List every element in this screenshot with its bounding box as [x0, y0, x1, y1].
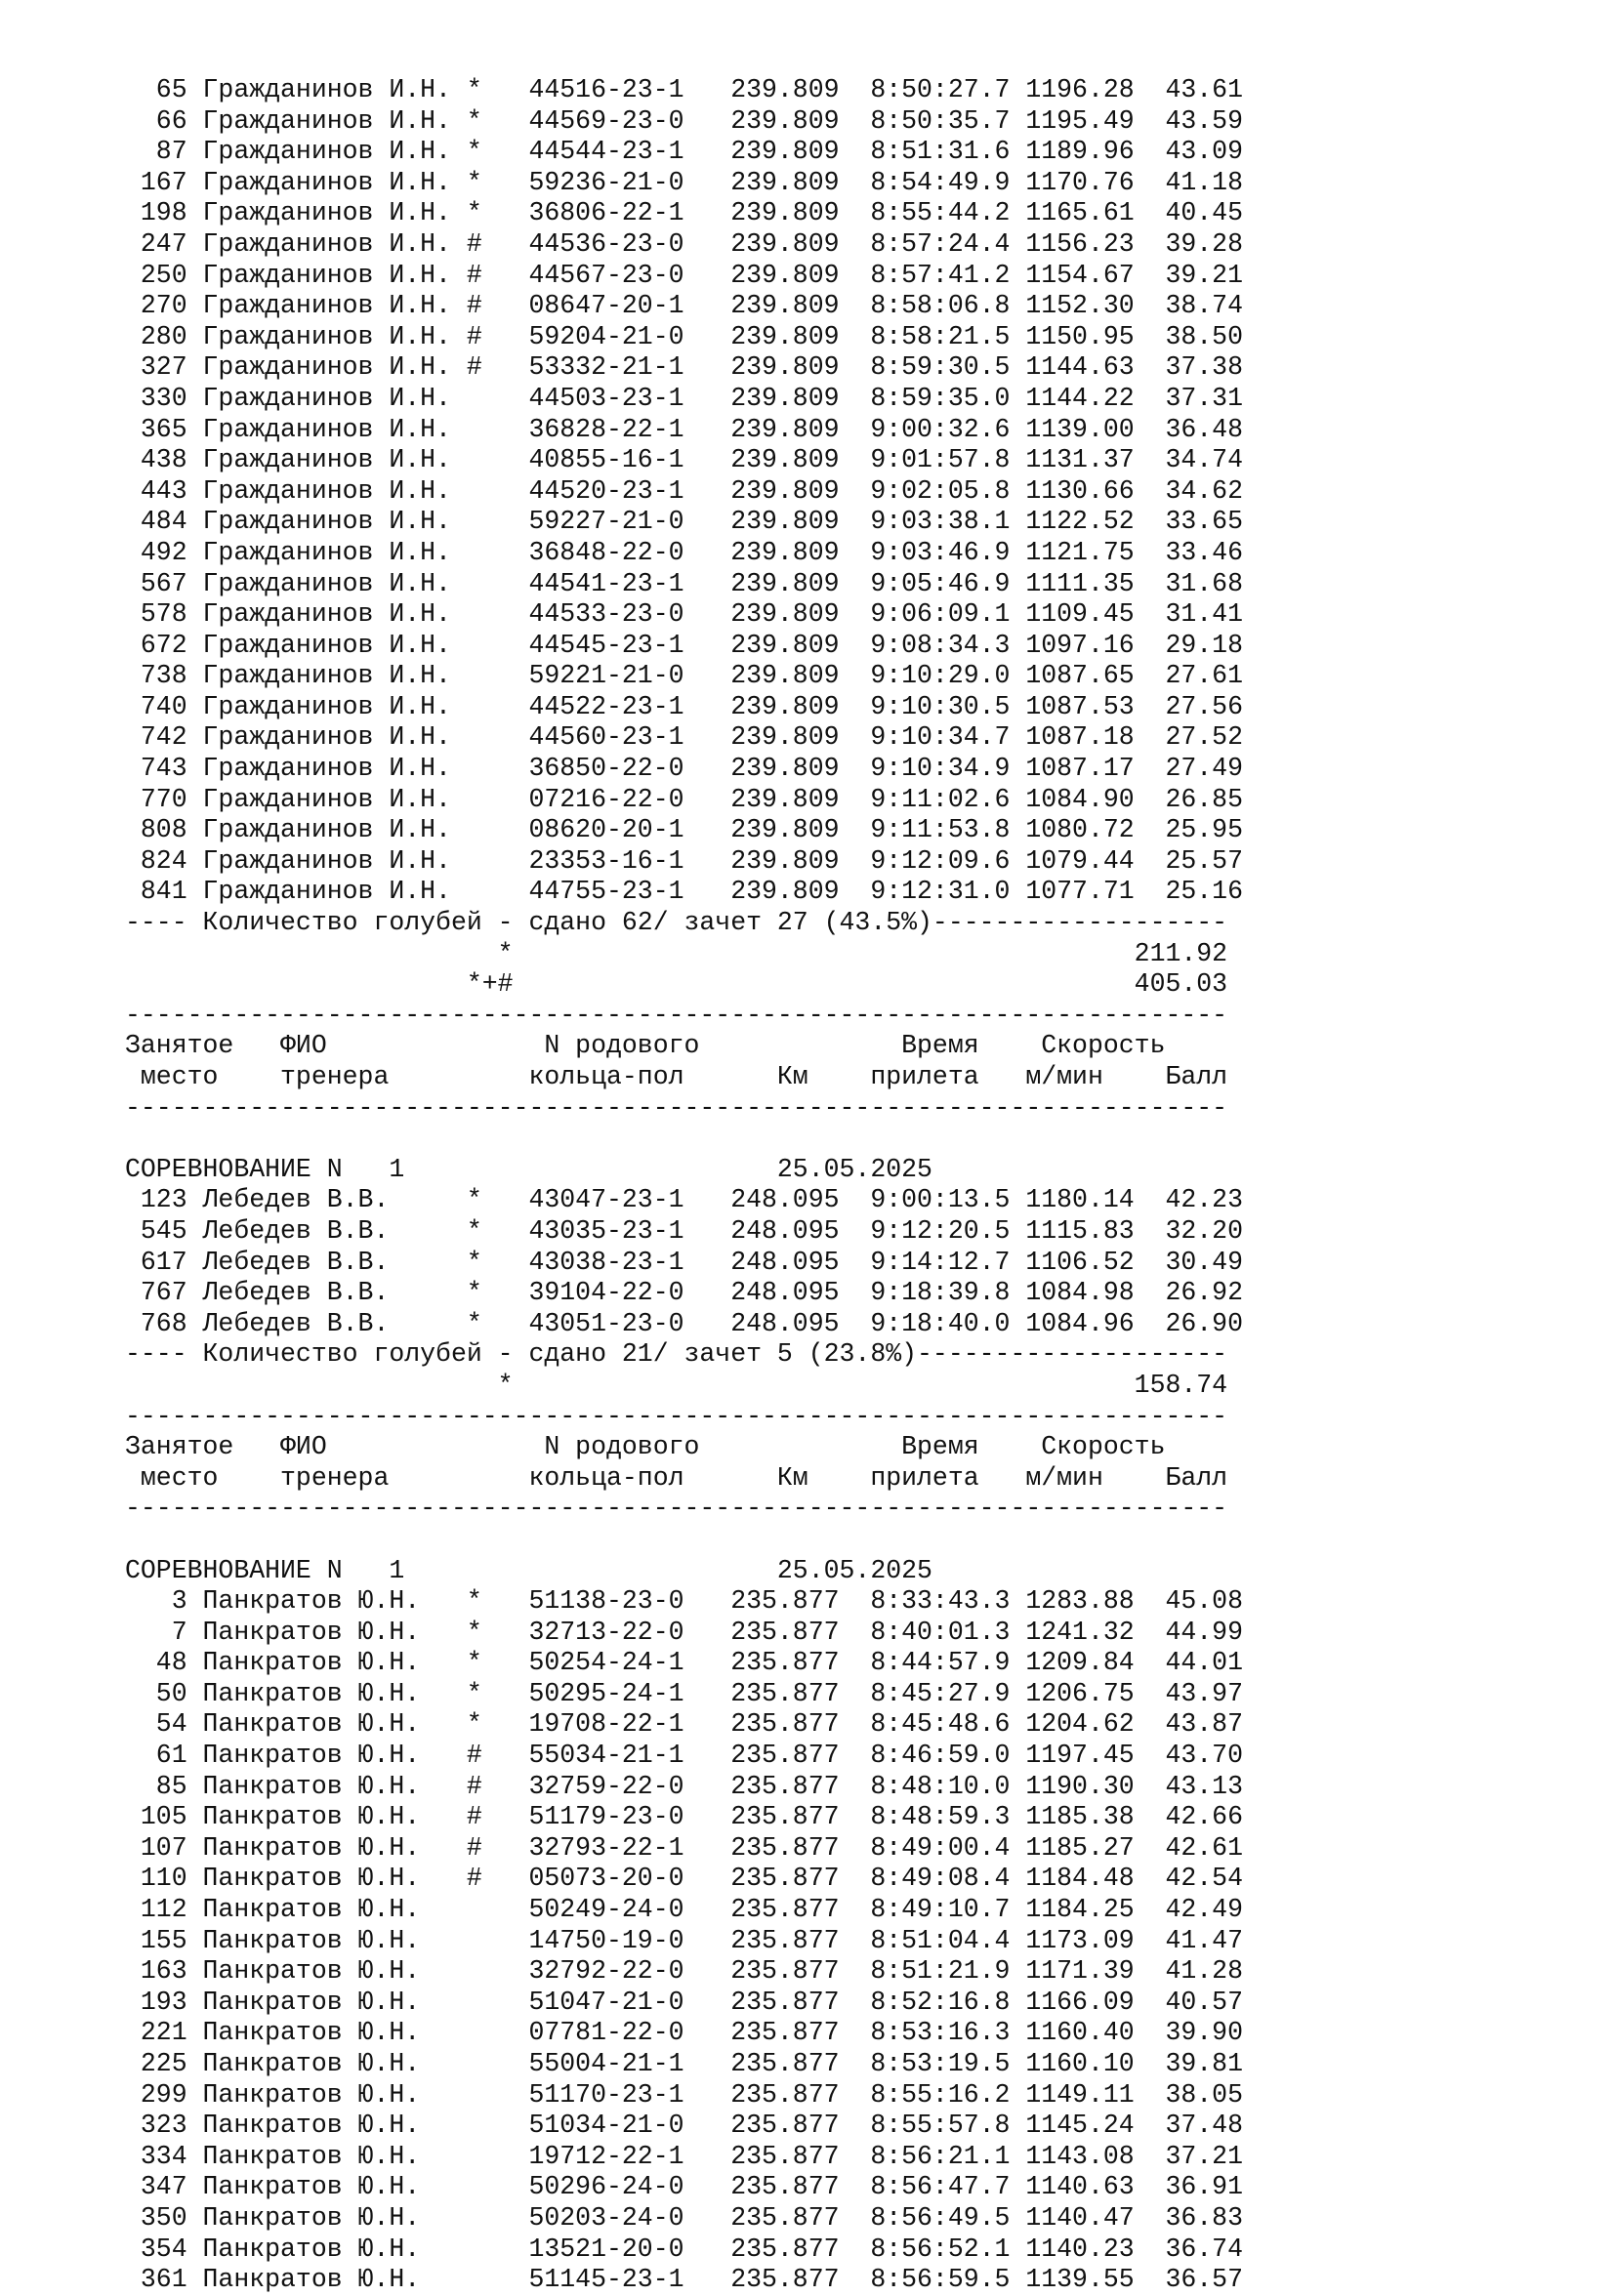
- table-row: 484 Гражданинов И.Н. 59227-21-0 239.809 9:03:38.1 1122.52 33.65: [125, 507, 1243, 537]
- table-row: 438 Гражданинов И.Н. 40855-16-1 239.809 9:01:57.8 1131.37 34.74: [125, 445, 1243, 475]
- table-row: 110 Панкратов Ю.Н. # 05073-20-0 235.877 8:49:08.4 1184.48 42.54: [125, 1864, 1243, 1894]
- table-row: 742 Гражданинов И.Н. 44560-23-1 239.809 9:10:34.7 1087.18 27.52: [125, 722, 1243, 753]
- table-row: 193 Панкратов Ю.Н. 51047-21-0 235.877 8:52:16.8 1166.09 40.57: [125, 1987, 1243, 2017]
- table-row: 105 Панкратов Ю.Н. # 51179-23-0 235.877 8:48:59.3 1185.38 42.66: [125, 1802, 1243, 1832]
- results-document: [125, 75, 1243, 2296]
- column-header-line-2: место тренера кольца-пол Км прилета м/мин Балл: [125, 1062, 1228, 1091]
- table-row: 87 Гражданинов И.Н. * 44544-23-1 239.809 8:51:31.6 1189.96 43.09: [125, 137, 1243, 167]
- table-row: 743 Гражданинов И.Н. 36850-22-0 239.809 9:10:34.9 1087.17 27.49: [125, 754, 1243, 784]
- table-row: 50 Панкратов Ю.Н. * 50295-24-1 235.877 8:45:27.9 1206.75 43.97: [125, 1678, 1243, 1708]
- table-row: 61 Панкратов Ю.Н. # 55034-21-1 235.877 8:46:59.0 1197.45 43.70: [125, 1741, 1243, 1771]
- competition-heading: СОРЕВНОВАНИЕ N 1 25.05.2025: [125, 1555, 932, 1585]
- table-row: 672 Гражданинов И.Н. 44545-23-1 239.809 9:08:34.3 1097.16 29.18: [125, 630, 1243, 660]
- table-row: 578 Гражданинов И.Н. 44533-23-0 239.809 9:06:09.1 1109.45 31.41: [125, 599, 1243, 630]
- table-row: 350 Панкратов Ю.Н. 50203-24-0 235.877 8:56:49.5 1140.47 36.83: [125, 2202, 1243, 2233]
- table-row: 354 Панкратов Ю.Н. 13521-20-0 235.877 8:56:52.1 1140.23 36.74: [125, 2234, 1243, 2264]
- table-row: 270 Гражданинов И.Н. # 08647-20-1 239.809 8:58:06.8 1152.30 38.74: [125, 291, 1243, 321]
- table-row: 7 Панкратов Ю.Н. * 32713-22-0 235.877 8:40:01.3 1241.32 44.99: [125, 1617, 1243, 1647]
- column-header-line-1: Занятое ФИО N родового Время Скорость: [125, 1031, 1166, 1061]
- table-row: 198 Гражданинов И.Н. * 36806-22-1 239.809 8:55:44.2 1165.61 40.45: [125, 198, 1243, 228]
- table-row: 334 Панкратов Ю.Н. 19712-22-1 235.877 8:56:21.1 1143.08 37.21: [125, 2141, 1243, 2171]
- table-row: 225 Панкратов Ю.Н. 55004-21-1 235.877 8:53:19.5 1160.10 39.81: [125, 2049, 1243, 2078]
- table-row: 767 Лебедев В.В. * 39104-22-0 248.095 9:18:39.8 1084.98 26.92: [125, 1278, 1243, 1308]
- table-row: 123 Лебедев В.В. * 43047-23-1 248.095 9:00:13.5 1180.14 42.23: [125, 1185, 1243, 1215]
- competition-heading: СОРЕВНОВАНИЕ N 1 25.05.2025: [125, 1154, 932, 1184]
- summary-line: ---- Количество голубей - сдано 21/ зачет 5 (23.8%)--------------------: [125, 1339, 1228, 1370]
- table-row: 617 Лебедев В.В. * 43038-23-1 248.095 9:14:12.7 1106.52 30.49: [125, 1247, 1243, 1277]
- table-row: 443 Гражданинов И.Н. 44520-23-1 239.809 9:02:05.8 1130.66 34.62: [125, 475, 1243, 506]
- divider-line: -----------------------------------------------------------------------: [125, 1000, 1228, 1030]
- column-header-line-1: Занятое ФИО N родового Время Скорость: [125, 1432, 1166, 1462]
- table-row: 738 Гражданинов И.Н. 59221-21-0 239.809 9:10:29.0 1087.65 27.61: [125, 661, 1243, 691]
- table-row: 247 Гражданинов И.Н. # 44536-23-0 239.809 8:57:24.4 1156.23 39.28: [125, 228, 1243, 259]
- spacer-line: [125, 1525, 1243, 1556]
- table-row: 155 Панкратов Ю.Н. 14750-19-0 235.877 8:51:04.4 1173.09 41.47: [125, 1925, 1243, 1955]
- table-row: 330 Гражданинов И.Н. 44503-23-1 239.809 8:59:35.0 1144.22 37.31: [125, 383, 1243, 413]
- column-header-line-2: место тренера кольца-пол Км прилета м/мин Балл: [125, 1462, 1228, 1493]
- table-row: 65 Гражданинов И.Н. * 44516-23-1 239.809 8:50:27.7 1196.28 43.61: [125, 75, 1243, 104]
- table-row: 492 Гражданинов И.Н. 36848-22-0 239.809 9:03:46.9 1121.75 33.46: [125, 537, 1243, 567]
- table-row: 323 Панкратов Ю.Н. 51034-21-0 235.877 8:55:57.8 1145.24 37.48: [125, 2111, 1243, 2141]
- spacer-line: [125, 1124, 1243, 1155]
- table-row: 824 Гражданинов И.Н. 23353-16-1 239.809 9:12:09.6 1079.44 25.57: [125, 845, 1243, 876]
- divider-line: -----------------------------------------------------------------------: [125, 1494, 1228, 1524]
- table-row: 567 Гражданинов И.Н. 44541-23-1 239.809 9:05:46.9 1111.35 31.68: [125, 568, 1243, 598]
- summary-line: ---- Количество голубей - сдано 62/ зачет 27 (43.5%)-------------------: [125, 908, 1228, 938]
- total-score-line: * 211.92: [125, 938, 1228, 968]
- table-row: 107 Панкратов Ю.Н. # 32793-22-1 235.877 8:49:00.4 1185.27 42.61: [125, 1832, 1243, 1863]
- table-row: 66 Гражданинов И.Н. * 44569-23-0 239.809 8:50:35.7 1195.49 43.59: [125, 105, 1243, 136]
- table-row: 3 Панкратов Ю.Н. * 51138-23-0 235.877 8:33:43.3 1283.88 45.08: [125, 1586, 1243, 1617]
- table-row: 163 Панкратов Ю.Н. 32792-22-0 235.877 8:51:21.9 1171.39 41.28: [125, 1956, 1243, 1987]
- divider-line: -----------------------------------------------------------------------: [125, 1401, 1228, 1431]
- divider-line: -----------------------------------------------------------------------: [125, 1092, 1228, 1123]
- table-row: 841 Гражданинов И.Н. 44755-23-1 239.809 9:12:31.0 1077.71 25.16: [125, 877, 1243, 907]
- total-score-line: *+# 405.03: [125, 969, 1228, 1000]
- table-row: 299 Панкратов Ю.Н. 51170-23-1 235.877 8:55:16.2 1149.11 38.05: [125, 2079, 1243, 2110]
- table-row: 54 Панкратов Ю.Н. * 19708-22-1 235.877 8:45:48.6 1204.62 43.87: [125, 1709, 1243, 1740]
- table-row: 365 Гражданинов И.Н. 36828-22-1 239.809 9:00:32.6 1139.00 36.48: [125, 414, 1243, 444]
- table-row: 112 Панкратов Ю.Н. 50249-24-0 235.877 8:49:10.7 1184.25 42.49: [125, 1895, 1243, 1925]
- table-row: 347 Панкратов Ю.Н. 50296-24-0 235.877 8:56:47.7 1140.63 36.91: [125, 2172, 1243, 2202]
- table-row: 768 Лебедев В.В. * 43051-23-0 248.095 9:18:40.0 1084.96 26.90: [125, 1308, 1243, 1338]
- table-row: 85 Панкратов Ю.Н. # 32759-22-0 235.877 8:48:10.0 1190.30 43.13: [125, 1771, 1243, 1801]
- table-row: 167 Гражданинов И.Н. * 59236-21-0 239.809 8:54:49.9 1170.76 41.18: [125, 167, 1243, 197]
- table-row: 808 Гражданинов И.Н. 08620-20-1 239.809 9:11:53.8 1080.72 25.95: [125, 815, 1243, 845]
- table-row: 48 Панкратов Ю.Н. * 50254-24-1 235.877 8:44:57.9 1209.84 44.01: [125, 1648, 1243, 1678]
- table-row: 740 Гражданинов И.Н. 44522-23-1 239.809 9:10:30.5 1087.53 27.56: [125, 691, 1243, 721]
- table-row: 361 Панкратов Ю.Н. 51145-23-1 235.877 8:56:59.5 1139.55 36.57: [125, 2265, 1243, 2295]
- table-row: 221 Панкратов Ю.Н. 07781-22-0 235.877 8:53:16.3 1160.40 39.90: [125, 2018, 1243, 2048]
- table-row: 327 Гражданинов И.Н. # 53332-21-1 239.809 8:59:30.5 1144.63 37.38: [125, 352, 1243, 383]
- table-row: 280 Гражданинов И.Н. # 59204-21-0 239.809 8:58:21.5 1150.95 38.50: [125, 321, 1243, 351]
- table-row: 250 Гражданинов И.Н. # 44567-23-0 239.809 8:57:41.2 1154.67 39.21: [125, 260, 1243, 290]
- table-row: 545 Лебедев В.В. * 43035-23-1 248.095 9:12:20.5 1115.83 32.20: [125, 1215, 1243, 1246]
- total-score-line: * 158.74: [125, 1370, 1228, 1400]
- table-row: 770 Гражданинов И.Н. 07216-22-0 239.809 9:11:02.6 1084.90 26.85: [125, 784, 1243, 814]
